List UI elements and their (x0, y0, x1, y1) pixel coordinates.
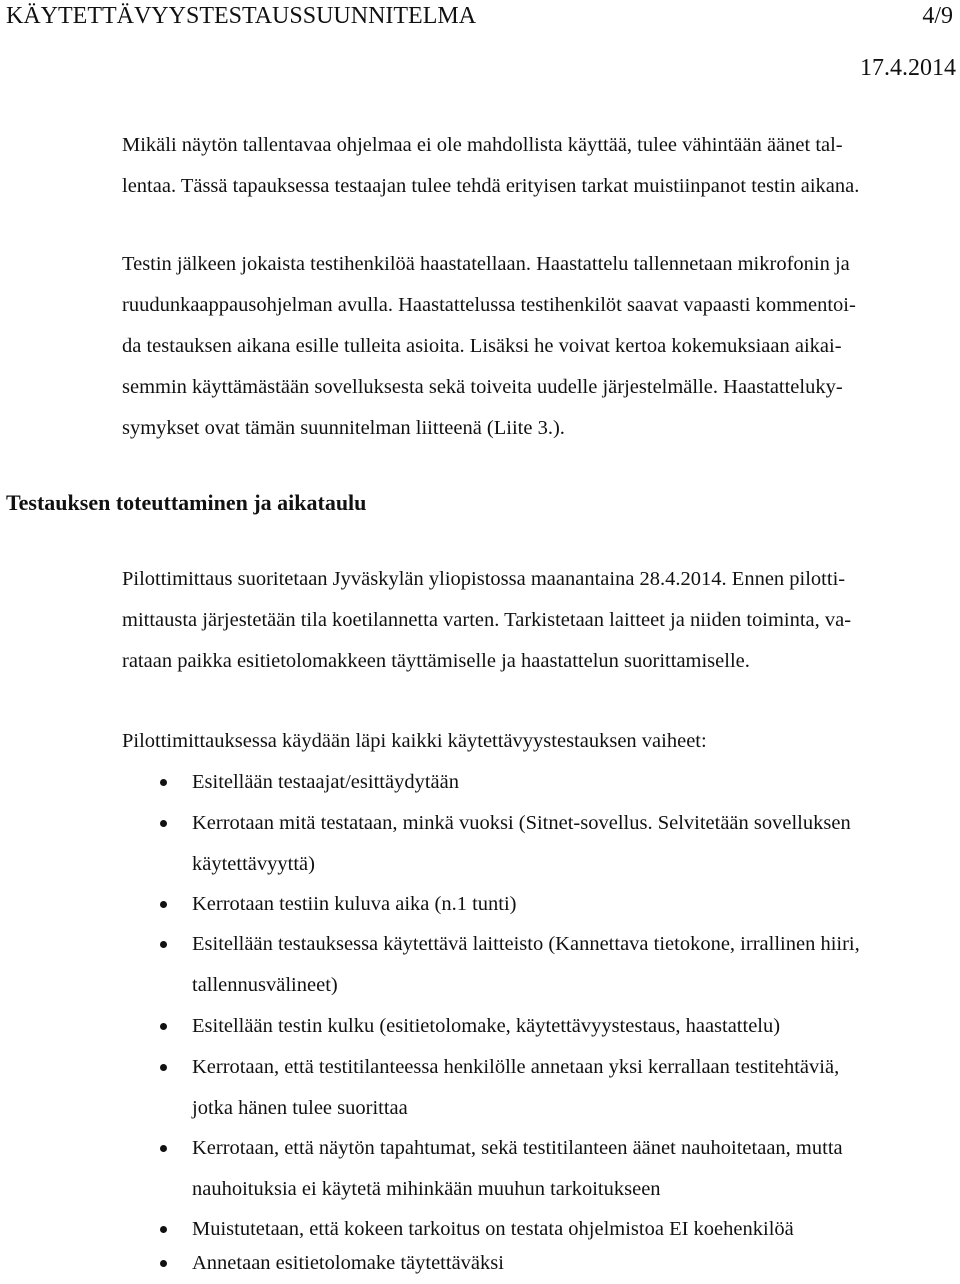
paragraph-line: mittausta järjestetään tila koetilannetta varten. Tarkistetaan laitteet ja niiden toiminta, va- (122, 609, 852, 631)
list-item-line: jotka hänen tulee suorittaa (192, 1097, 408, 1119)
list-item-line: nauhoituksia ei käytetä mihinkään muuhun tarkoitukseen (192, 1178, 661, 1200)
list-item-line: Annetaan esitietolomake täytettäväksi (192, 1252, 504, 1274)
paragraph-line: semmin käyttämästään sovelluksesta sekä toiveita uudelle järjestelmälle. Haastatteluky- (122, 376, 843, 398)
paragraph-line: symykset ovat tämän suunnitelman liitteenä (Liite 3.). (122, 417, 565, 439)
list-item-line: Kerrotaan testiin kuluva aika (n.1 tunti) (192, 893, 517, 915)
paragraph-line: rataan paikka esitietolomakkeen täyttämiselle ja haastattelun suorittamiselle. (122, 650, 750, 672)
list-item-line: Kerrotaan mitä testataan, minkä vuoksi (Sitnet-sovellus. Selvitetään sovelluksen (192, 812, 851, 834)
bullet-icon (160, 901, 167, 908)
list-item-line: käytettävyyttä) (192, 853, 315, 875)
bullet-icon (160, 941, 167, 948)
bullet-icon (160, 779, 167, 786)
paragraph-line: Testin jälkeen jokaista testihenkilöä haastatellaan. Haastattelu tallennetaan mikrofonin ja (122, 253, 850, 275)
page-number: 4/9 (922, 3, 953, 29)
bullet-icon (160, 1260, 167, 1267)
list-item-line: Kerrotaan, että testitilanteessa henkilölle annetaan yksi kerrallaan testitehtäviä, (192, 1056, 840, 1078)
bullet-icon (160, 820, 167, 827)
list-item-line: Esitellään testaajat/esittäydytään (192, 771, 459, 793)
bullet-icon (160, 1145, 167, 1152)
paragraph-pilot-phases (122, 721, 940, 762)
paragraph-interview (122, 244, 940, 449)
paragraph-line: ruudunkaappausohjelman avulla. Haastattelussa testihenkilöt saavat vapaasti kommentoi- (122, 294, 856, 316)
paragraph-line: Pilottimittaus suoritetaan Jyväskylän yliopistossa maanantaina 28.4.2014. Ennen pilotti- (122, 568, 846, 590)
paragraph-line: da testauksen aikana esille tulleita asioita. Lisäksi he voivat kertoa kokemuksiaan aikai- (122, 335, 842, 357)
bullet-icon (160, 1226, 167, 1233)
paragraph-pilot-measurement (122, 559, 940, 682)
paragraph-line: Mikäli näytön tallentavaa ohjelmaa ei ole mahdollista käyttää, tulee vähintään äänet tal- (122, 134, 843, 156)
document-date: 17.4.2014 (860, 55, 956, 81)
document-title: KÄYTETTÄVYYSTESTAUSSUUNNITELMA (6, 3, 477, 29)
list-item-line: Esitellään testin kulku (esitietolomake, käytettävyystestaus, haastattelu) (192, 1015, 781, 1037)
section-heading: Testauksen toteuttaminen ja aikataulu (6, 490, 367, 515)
list-item-line: Muistutetaan, että kokeen tarkoitus on testata ohjelmistoa EI koehenkilöä (192, 1218, 794, 1240)
bullet-icon (160, 1064, 167, 1071)
paragraph-line: lentaa. Tässä tapauksessa testaajan tulee tehdä erityisen tarkat muistiinpanot testin aikana. (122, 175, 860, 197)
paragraph-recording-fallback (122, 125, 940, 207)
paragraph-line: Pilottimittauksessa käydään läpi kaikki käytettävyystestauksen vaiheet: (122, 730, 707, 752)
list-item-line: tallennusvälineet) (192, 974, 338, 996)
list-item-line: Kerrotaan, että näytön tapahtumat, sekä testitilanteen äänet nauhoitetaan, mutta (192, 1137, 843, 1159)
bullet-icon (160, 1023, 167, 1030)
list-item-line: Esitellään testauksessa käytettävä laitteisto (Kannettava tietokone, irrallinen hiiri, (192, 933, 860, 955)
